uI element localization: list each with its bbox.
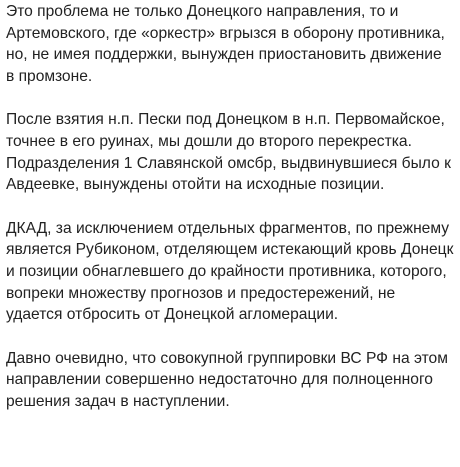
paragraph-1: Это проблема не только Донецкого направления, то и Артемовского, где «оркестр» вгрызся в оборону противника, но, не имея поддержки, вынужден приостановить движение в промзоне. [6, 3, 445, 85]
paragraph-2: После взятия н.п. Пески под Донецком в н.п. Первомайское, точнее в его руинах, мы дошли до второго перекрестка. Подразделения 1 Славянской омсбр, выдвинувшиеся было к Авдеевке, вынуждены отойти на исходные позиции. [6, 111, 451, 194]
paragraph-4: Давно очевидно, что совокупной группировки ВС РФ на этом направлении совершенно недостаточно для полноценного решения задач в наступлении. [6, 349, 448, 410]
paragraph-3: ДКАД, за исключением отдельных фрагментов, по прежнему является Рубиконом, отделяющем истекающий кровь Донецк и позиции обнаглевшего до крайности противника, которого, вопреки множеству прогнозов и предостережений, не удается отбросить от Донецкой агломерации. [6, 219, 454, 324]
